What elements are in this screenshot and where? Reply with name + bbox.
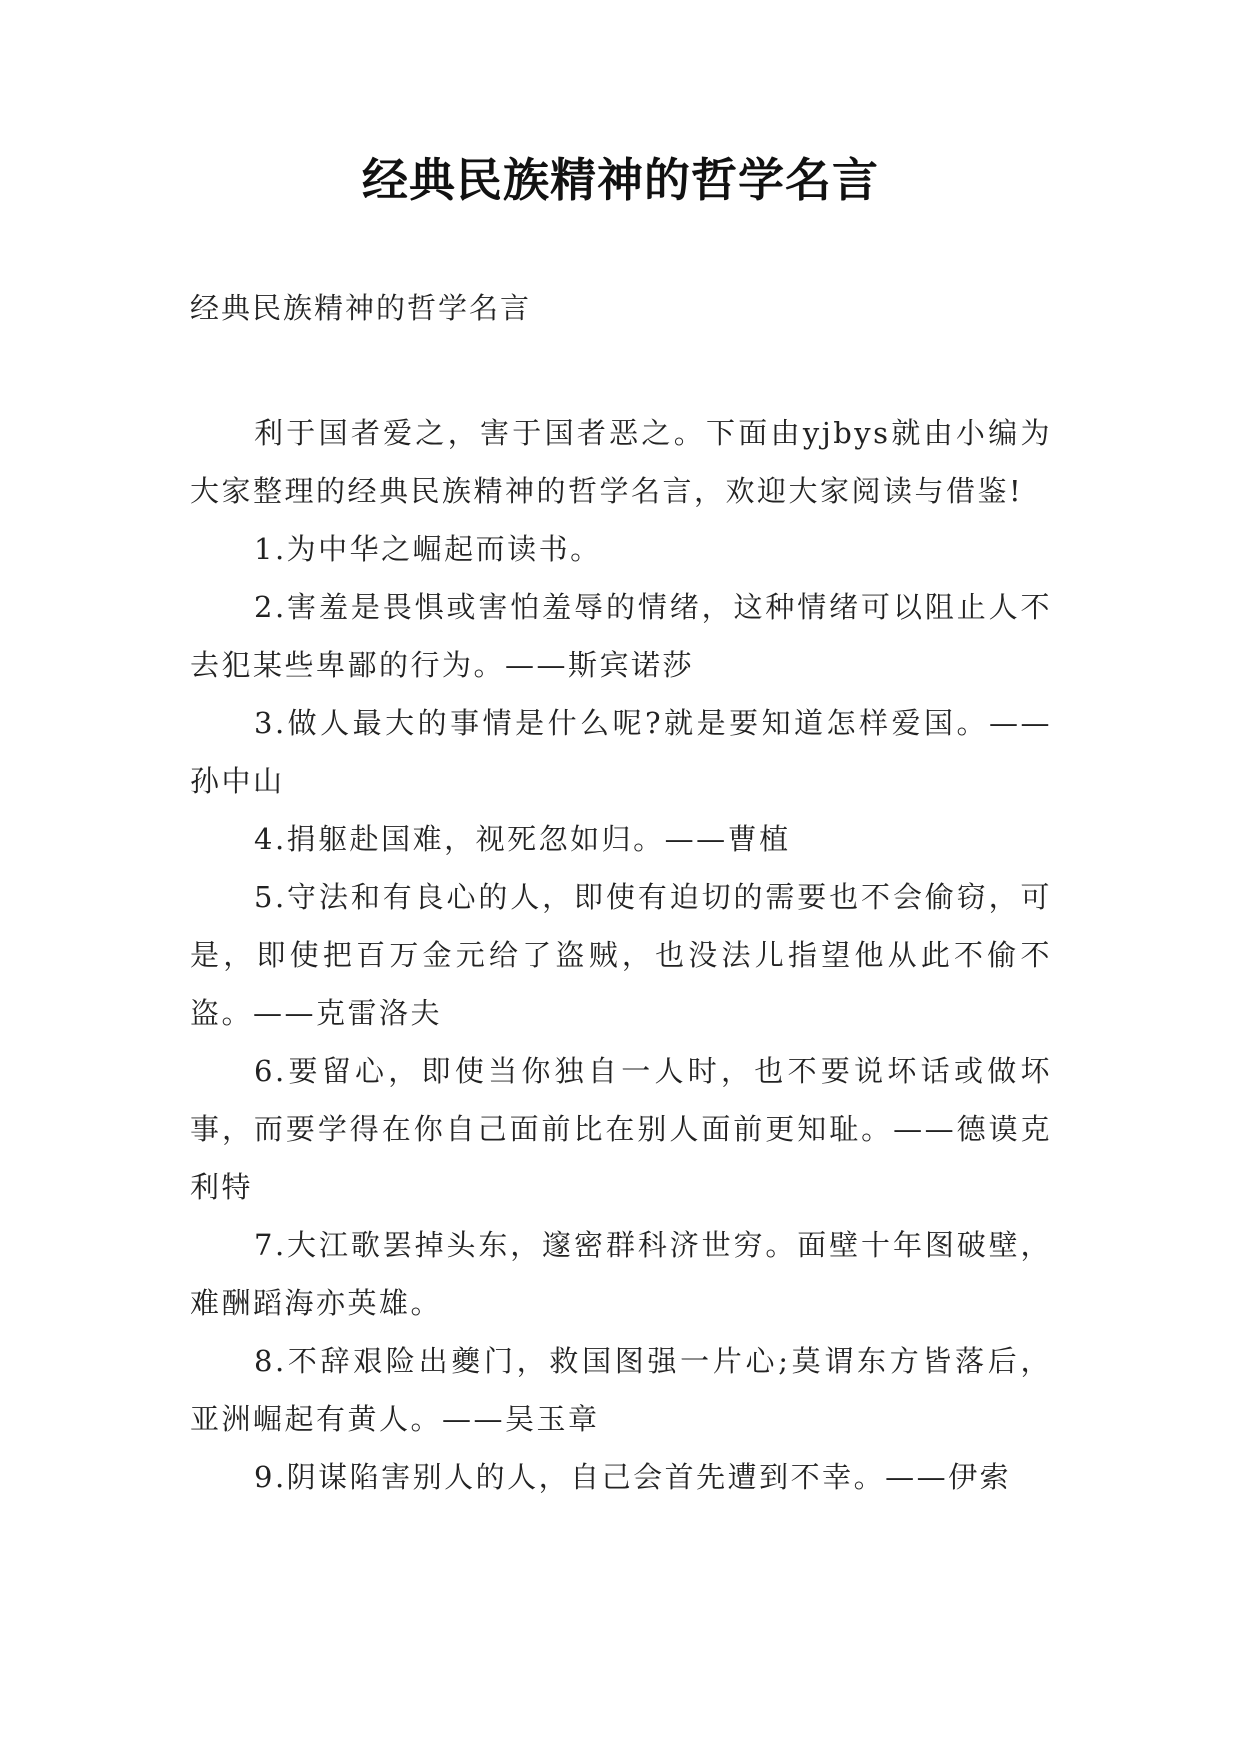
quote-paragraph: 4.捐躯赴国难，视死忽如归。——曹植: [254, 822, 791, 856]
document-subtitle: 经典民族精神的哲学名言: [190, 291, 532, 325]
quote-paragraph: 1.为中华之崛起而读书。: [254, 532, 602, 566]
intro-paragraph: 利于国者爱之，害于国者恶之。下面由yjbys就由小编为大家整理的经典民族精神的哲学名言，欢迎大家阅读与借鉴!: [190, 416, 1052, 508]
quote-paragraph: 7.大江歌罢掉头东，邃密群科济世穷。面壁十年图破壁，难酬蹈海亦英雄。: [190, 1228, 1052, 1320]
document-body: [190, 404, 1052, 1506]
document-title: 经典民族精神的哲学名言: [362, 153, 879, 207]
quote-paragraph: 5.守法和有良心的人，即使有迫切的需要也不会偷窃，可是，即使把百万金元给了盗贼，也没法儿指望他从此不偷不盗。——克雷洛夫: [190, 880, 1052, 1030]
quote-paragraph: 9.阴谋陷害别人的人，自己会首先遭到不幸。——伊索: [254, 1460, 1012, 1494]
quote-paragraph: 3.做人最大的事情是什么呢?就是要知道怎样爱国。——孙中山: [190, 706, 1052, 798]
quote-paragraph: 8.不辞艰险出夔门，救国图强一片心;莫谓东方皆落后，亚洲崛起有黄人。——吴玉章: [190, 1344, 1052, 1436]
quote-paragraph: 6.要留心，即使当你独自一人时，也不要说坏话或做坏事，而要学得在你自己面前比在别人面前更知耻。——德谟克利特: [190, 1054, 1052, 1204]
quote-paragraph: 2.害羞是畏惧或害怕羞辱的情绪，这种情绪可以阻止人不去犯某些卑鄙的行为。——斯宾诺莎: [190, 590, 1052, 682]
